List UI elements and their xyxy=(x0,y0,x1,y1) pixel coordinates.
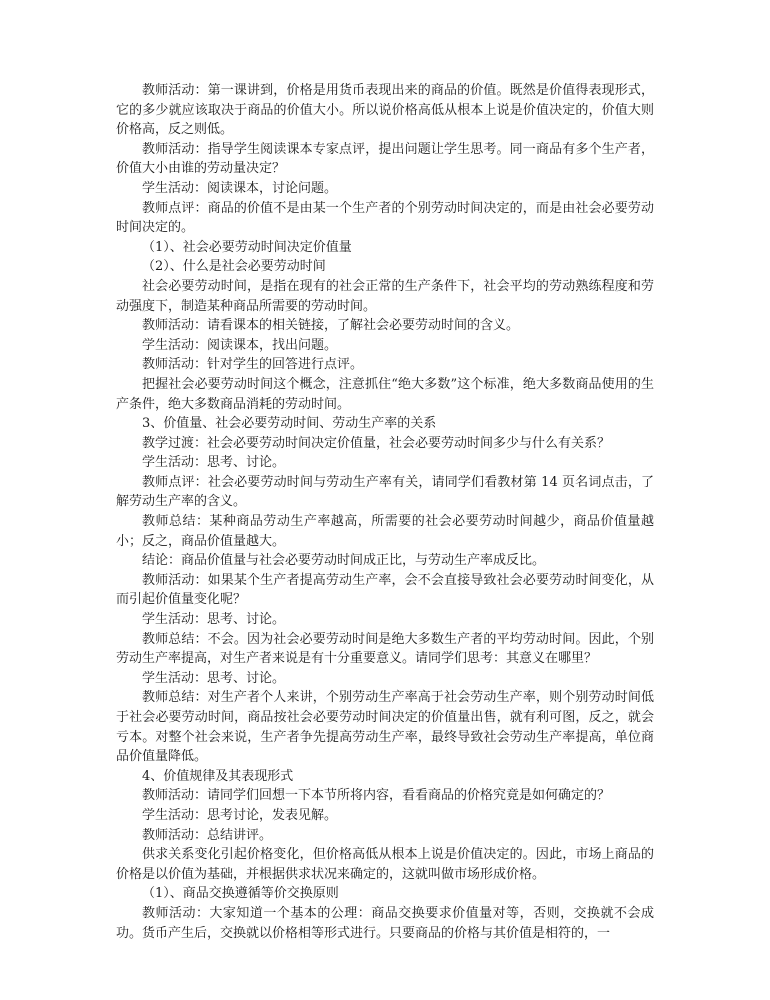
paragraph: 教师点评：商品的价值不是由某一个生产者的个别劳动时间决定的，而是由社会必要劳动时间决定的。 xyxy=(116,200,654,236)
paragraph: 教师总结：对生产者个人来讲，个别劳动生产率高于社会劳动生产率，则个别劳动时间低于社会必要劳动时间，商品按社会必要劳动时间决定的价值量出售，就有利可图，反之，就会亏本。对整个社会来说，生产者争先提高劳动生产率，最终导致社会劳动生产率提高，单位商品价值量降低。 xyxy=(116,690,654,765)
paragraph: 学生活动：思考、讨论。 xyxy=(142,670,286,686)
paragraph: 教师活动：大家知道一个基本的公理：商品交换要求价值量对等，否则，交换就不会成功。货币产生后，交换就以价格相等形式进行。只要商品的价格与其价值是相符的，一 xyxy=(116,905,654,941)
paragraph: 教师活动：请同学们回想一下本节所将内容，看看商品的价格究竟是如何确定的？ xyxy=(142,788,611,804)
paragraph: 教师总结：某种商品劳动生产率越高，所需要的社会必要劳动时间越少，商品价值量越小；反之，商品价值量越大。 xyxy=(116,514,654,549)
paragraph: 学生活动：思考、讨论。 xyxy=(142,612,286,628)
paragraph: 学生活动：思考、讨论。 xyxy=(142,455,286,471)
document-body xyxy=(116,81,654,943)
section-heading: （2）、什么是社会必要劳动时间 xyxy=(142,259,326,275)
paragraph: 把握社会必要劳动时间这个概念，注意抓住“绝大多数”这个标准，绝大多数商品使用的生产条件，绝大多数商品消耗的劳动时间。 xyxy=(116,376,654,412)
section-heading: （1）、社会必要劳动时间决定价值量 xyxy=(142,239,352,255)
paragraph: 教学过渡：社会必要劳动时间决定价值量，社会必要劳动时间多少与什么有关系？ xyxy=(142,435,611,451)
paragraph: 教师活动：请看课本的相关链接，了解社会必要劳动时间的含义。 xyxy=(142,318,520,334)
paragraph: 教师活动：针对学生的回答进行点评。 xyxy=(142,357,364,373)
paragraph: 学生活动：思考讨论，发表见解。 xyxy=(142,807,338,823)
paragraph: 学生活动：阅读课本，找出问题。 xyxy=(142,337,338,353)
paragraph: 教师活动：第一课讲到，价格是用货币表现出来的商品的价值。既然是价值得表现形式，它的多少就应该取决于商品的价值大小。所以说价格高低从根本上说是价值决定的，价值大则价格高，反之则低。 xyxy=(116,83,654,138)
paragraph: 教师活动：如果某个生产者提高劳动生产率，会不会直接导致社会必要劳动时间变化，从而引起价值量变化呢？ xyxy=(116,572,654,608)
section-heading: 4、价值规律及其表现形式 xyxy=(142,768,294,784)
section-heading: （1）、商品交换遵循等价交换原则 xyxy=(142,886,339,902)
paragraph: 教师点评：社会必要劳动时间与劳动生产率有关，请同学们看教材第 14 页名词点击，了解劳动生产率的含义。 xyxy=(116,474,654,510)
paragraph: 结论：商品价值量与社会必要劳动时间成正比，与劳动生产率成反比。 xyxy=(142,553,546,569)
paragraph: 学生活动：阅读课本，讨论问题。 xyxy=(142,180,338,196)
section-heading: 3、价值量、社会必要劳动时间、劳动生产率的关系 xyxy=(142,416,437,432)
paragraph: 供求关系变化引起价格变化，但价格高低从根本上说是价值决定的。因此，市场上商品的价格是以价值为基础，并根据供求状况来确定的，这就叫做市场形成价格。 xyxy=(116,847,654,882)
paragraph: 教师活动：指导学生阅读课本专家点评，提出问题让学生思考。同一商品有多个生产者，价值大小由谁的劳动量决定？ xyxy=(116,141,654,177)
paragraph: 教师活动：总结讲评。 xyxy=(142,827,273,843)
paragraph: 教师总结：不会。因为社会必要劳动时间是绝大多数生产者的平均劳动时间。因此，个别劳动生产率提高，对生产者来说是有十分重要意义。请同学们思考：其意义在哪里？ xyxy=(116,631,654,667)
paragraph: 社会必要劳动时间，是指在现有的社会正常的生产条件下，社会平均的劳动熟练程度和劳动强度下，制造某种商品所需要的劳动时间。 xyxy=(116,278,654,314)
